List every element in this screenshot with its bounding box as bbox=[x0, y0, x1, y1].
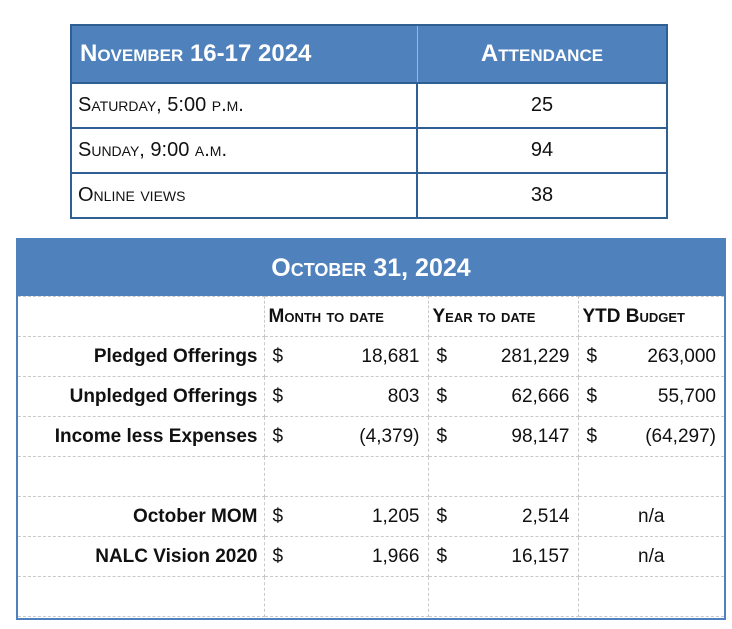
table-row bbox=[18, 337, 724, 377]
table-row bbox=[72, 127, 666, 172]
budget-value: (64,297) bbox=[645, 425, 716, 447]
mtd-cell bbox=[264, 377, 428, 417]
finance-grid bbox=[18, 296, 724, 617]
table-row bbox=[18, 417, 724, 457]
currency-symbol: $ bbox=[436, 385, 448, 407]
attendance-date-heading: November 16-17 2024 bbox=[72, 26, 418, 82]
blank-row bbox=[18, 457, 724, 497]
budget-cell bbox=[578, 377, 724, 417]
currency-symbol: $ bbox=[436, 425, 448, 447]
attendance-count: 25 bbox=[530, 94, 554, 116]
ytd-value: 2,514 bbox=[521, 505, 570, 527]
ytd-value: 98,147 bbox=[511, 425, 570, 447]
currency-symbol: $ bbox=[272, 385, 284, 407]
mtd-value: 1,966 bbox=[371, 545, 420, 567]
budget-value: n/a bbox=[578, 497, 724, 537]
currency-symbol: $ bbox=[272, 425, 284, 447]
currency-symbol: $ bbox=[436, 545, 448, 567]
row-label: Pledged Offerings bbox=[18, 337, 264, 377]
currency-symbol: $ bbox=[436, 345, 448, 367]
finance-table bbox=[16, 238, 726, 620]
table-row bbox=[18, 377, 724, 417]
empty-cell bbox=[18, 577, 264, 617]
empty-cell bbox=[264, 457, 428, 497]
attendance-heading: Attendance bbox=[480, 40, 604, 67]
mtd-cell bbox=[264, 497, 428, 537]
currency-symbol: $ bbox=[272, 505, 284, 527]
ytd-cell bbox=[428, 337, 578, 377]
table-row bbox=[18, 497, 724, 537]
empty-cell bbox=[578, 457, 724, 497]
empty-cell bbox=[578, 577, 724, 617]
empty-cell bbox=[428, 457, 578, 497]
column-header-row bbox=[18, 297, 724, 337]
attendance-count: 38 bbox=[530, 184, 554, 206]
mtd-cell bbox=[264, 417, 428, 457]
ytd-value: 16,157 bbox=[511, 545, 570, 567]
mtd-value: 803 bbox=[387, 385, 420, 407]
currency-symbol: $ bbox=[586, 385, 598, 407]
budget-value: 263,000 bbox=[647, 345, 716, 367]
ytd-cell bbox=[428, 377, 578, 417]
mtd-cell bbox=[264, 337, 428, 377]
currency-symbol: $ bbox=[586, 425, 598, 447]
row-label: Income less Expenses bbox=[18, 417, 264, 457]
budget-cell bbox=[578, 417, 724, 457]
ytd-cell bbox=[428, 537, 578, 577]
attendance-count: 94 bbox=[530, 139, 554, 161]
service-label: Sunday, 9:00 a.m. bbox=[72, 129, 418, 172]
column-header-ytd: Year to date bbox=[428, 297, 578, 337]
attendance-table bbox=[70, 24, 668, 219]
attendance-header-row bbox=[72, 26, 666, 82]
empty-header-cell bbox=[18, 297, 264, 337]
mtd-value: (4,379) bbox=[359, 425, 420, 447]
row-label: Unpledged Offerings bbox=[18, 377, 264, 417]
empty-cell bbox=[428, 577, 578, 617]
mtd-value: 1,205 bbox=[371, 505, 420, 527]
service-label: Online views bbox=[72, 174, 418, 217]
budget-value: n/a bbox=[578, 537, 724, 577]
ytd-cell bbox=[428, 497, 578, 537]
service-label: Saturday, 5:00 p.m. bbox=[72, 84, 418, 127]
currency-symbol: $ bbox=[436, 505, 448, 527]
mtd-cell bbox=[264, 537, 428, 577]
ytd-value: 62,666 bbox=[511, 385, 570, 407]
empty-cell bbox=[18, 457, 264, 497]
table-row bbox=[18, 537, 724, 577]
row-label: NALC Vision 2020 bbox=[18, 537, 264, 577]
column-header-budget: YTD Budget bbox=[578, 297, 724, 337]
ytd-cell bbox=[428, 417, 578, 457]
mtd-value: 18,681 bbox=[361, 345, 420, 367]
budget-value: 55,700 bbox=[657, 385, 716, 407]
budget-cell bbox=[578, 337, 724, 377]
currency-symbol: $ bbox=[586, 345, 598, 367]
blank-row bbox=[18, 577, 724, 617]
table-row bbox=[72, 172, 666, 217]
column-header-mtd: Month to date bbox=[264, 297, 428, 337]
empty-cell bbox=[264, 577, 428, 617]
finance-title: October 31, 2024 bbox=[18, 240, 724, 296]
currency-symbol: $ bbox=[272, 345, 284, 367]
currency-symbol: $ bbox=[272, 545, 284, 567]
table-row bbox=[72, 82, 666, 127]
ytd-value: 281,229 bbox=[500, 345, 570, 367]
row-label: October MOM bbox=[18, 497, 264, 537]
